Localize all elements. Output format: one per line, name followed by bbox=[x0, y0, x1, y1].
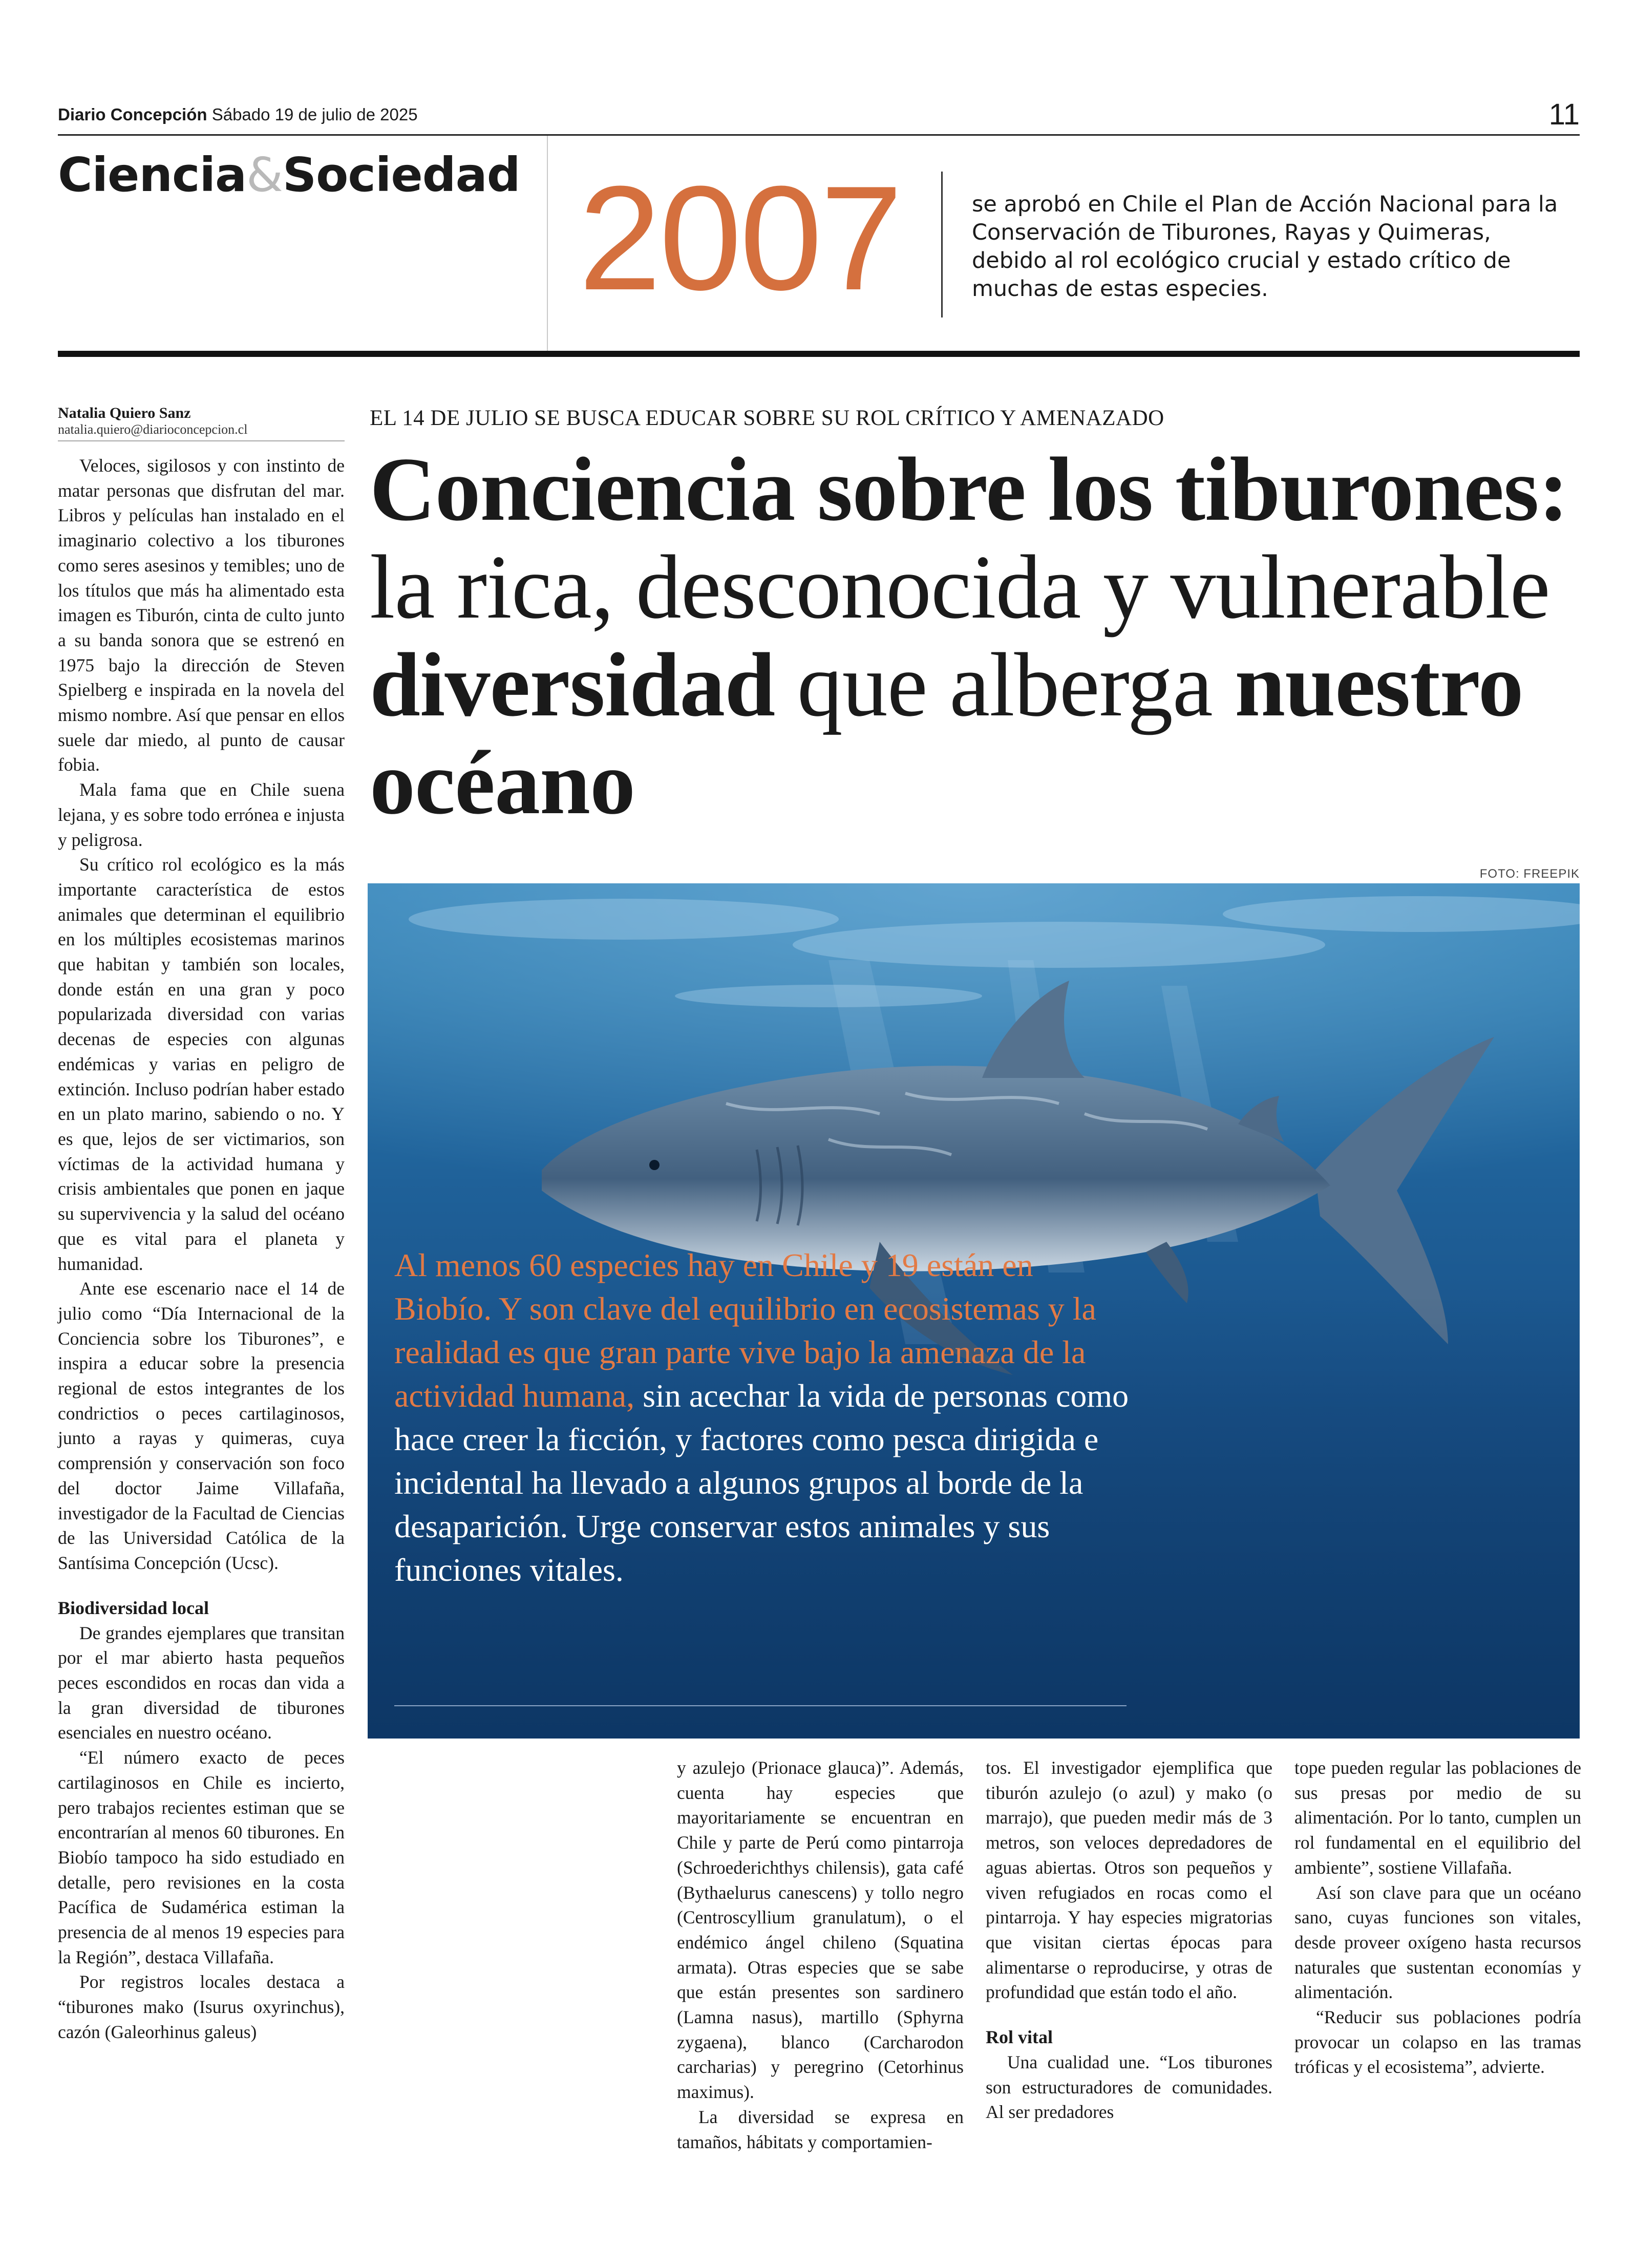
headline-regular-2: que alberga bbox=[775, 634, 1235, 735]
article-kicker: EL 14 DE JULIO SE BUSCA EDUCAR SOBRE SU ROL CRÍTICO Y AMENAZADO bbox=[370, 406, 1164, 430]
article-headline bbox=[370, 440, 1599, 832]
paper-name: Diario Concepción bbox=[58, 105, 207, 124]
pull-quote bbox=[394, 1243, 1137, 1592]
section-ampersand: & bbox=[246, 147, 283, 202]
section-name-ciencia: Ciencia bbox=[58, 147, 247, 202]
page-number: 11 bbox=[1548, 98, 1580, 131]
pull-quote-text: sin acechar la vida de personas como hace creer la ficción, y factores como pesca dirigida e incidental ha llevado a algunos grupos al borde de la desaparición. Urge conservar estos animales y sus funciones vitales. bbox=[394, 1377, 1129, 1588]
article-column-3 bbox=[986, 1755, 1272, 2125]
paragraph: Por registros locales destaca a “tiburones mako (Isurus oxyrinchus), cazón (Galeorhinus galeus) bbox=[58, 1972, 345, 2042]
photo-credit: FOTO: FREEPIK bbox=[1479, 867, 1580, 881]
subheading-rol-vital: Rol vital bbox=[986, 2027, 1053, 2048]
paragraph: y azulejo (Prionace glauca)”. Además, cuenta hay especies que mayoritariamente se encuentran en Chile y parte de Perú como pintarroja (Schroederichthys chilensis), gata café (Bythaelurus canescens) y tollo negro (Centroscyllium granulatum), o el endémico ángel chileno (Squatina armata). Otras especies que se sabe que están presentes son sardinero (Lamna nasus), martillo (Sphyrna zygaena), blanco (Carcharodon carcharias) y peregrino (Cetorhinus maximus). bbox=[677, 1757, 964, 2103]
issue-date: Sábado 19 de julio de 2025 bbox=[211, 105, 418, 124]
headline-bold-3: nuestro océano bbox=[370, 634, 1523, 833]
paragraph: Mala fama que en Chile suena lejana, y es sobre todo errónea e injusta y peligrosa. bbox=[58, 779, 345, 850]
author-name: Natalia Quiero Sanz bbox=[58, 405, 191, 421]
paragraph: La diversidad se expresa en tamaños, hábitats y comportamien- bbox=[677, 2106, 964, 2152]
header-divider bbox=[547, 136, 548, 351]
headline-bold-2: diversidad bbox=[370, 634, 775, 735]
paragraph: Veloces, sigilosos y con instinto de matar personas que disfrutan del mar. Libros y películas han instalado en el imaginario colectivo a los tiburones como seres asesinos y temibles; uno de los títulos que más ha alimentado esta imagen es Tiburón, cinta de culto junto a su banda sonora que se estrenó en 1975 bajo la dirección de Steven Spielberg e inspirada en la novela del mismo nombre. Así que pensar en ellos suele dar miedo, al punto de causar fobia. bbox=[58, 455, 345, 775]
byline bbox=[58, 405, 345, 441]
section-name-sociedad: Sociedad bbox=[282, 147, 520, 202]
paragraph: “El número exacto de peces cartilaginosos en Chile es incierto, pero trabajos recientes estiman que se encontrarían al menos 60 tiburones. En Biobío tampoco ha sido estudiado en detalle, pero revisiones en la costa Pacífica de Sudamérica estiman la presencia de al menos 19 especies para la Región”, destaca Villafaña. bbox=[58, 1747, 345, 1967]
paragraph: Ante ese escenario nace el 14 de julio como “Día Internacional de la Conciencia sobre los Tiburones”, e inspira a educar sobre la presencia regional de estos integrantes de los condrictios o peces cartilaginosos, junto a rayas y quimeras, cuya comprensión y conservación son foco del doctor Jaime Villafaña, investigador de la Facultad de Ciencias de las Universidad Católica de la Santísima Concepción (Ucsc). bbox=[58, 1278, 345, 1573]
year-divider bbox=[941, 172, 943, 317]
paragraph: tos. El investigador ejemplifica que tiburón azulejo (o azul) y mako (o marrajo), que pueden medir más de 3 metros, son veloces depredadores de aguas abiertas. Otros son pequeños y viven refugiados en rocas como el pintarroja. Y hay especies migratorias que visitan ciertas épocas para alimentarse o reproducirse, y otras de profundidad que están todo el año. bbox=[986, 1757, 1272, 2003]
subheading-biodiversidad: Biodiversidad local bbox=[58, 1597, 209, 1618]
paragraph: “Reducir sus poblaciones podría provocar un colapso en las tramas tróficas y el ecosistema”, advierte. bbox=[1294, 2007, 1581, 2078]
pull-quote-highlight: Al menos 60 especies hay en Chile y 19 están en Biobío. Y son clave del equilibrio en ecosistemas y la realidad es que gran parte vive bajo la amenaza de la actividad humana, bbox=[394, 1247, 1096, 1414]
section-title bbox=[58, 147, 520, 202]
paragraph: tope pueden regular las poblaciones de sus presas por medio de su alimentación. Por lo tanto, cumplen un rol fundamental en el equilibrio del ambiente”, sostiene Villafaña. bbox=[1294, 1757, 1581, 1878]
article-column-1 bbox=[58, 453, 345, 2045]
paragraph: Así son clave para que un océano sano, cuyas funciones son vitales, desde proveer oxígeno hasta recursos naturales que sustentan economías y alimentación. bbox=[1294, 1882, 1581, 2003]
author-email[interactable]: natalia.quiero@diarioconcepcion.cl bbox=[58, 422, 345, 441]
article-column-4 bbox=[1294, 1755, 1581, 2080]
article-column-2 bbox=[677, 1755, 964, 2154]
headline-bold-1: Conciencia sobre los tiburones: bbox=[370, 438, 1568, 540]
highlight-description: se aprobó en Chile el Plan de Acción Nacional para la Conservación de Tiburones, Rayas y Quimeras, debido al rol ecológico crucial y estado crítico de muchas de estas especies. bbox=[972, 192, 1558, 302]
section-rule bbox=[58, 351, 1580, 357]
pull-quote-rule bbox=[394, 1705, 1127, 1706]
paragraph: Su crítico rol ecológico es la más importante característica de estos animales que determinan el equilibrio en los múltiples ecosistemas marinos que habitan y también son locales, donde están en una gran y poco popularizada diversidad con varias decenas de especies con algunas endémicas y varias en peligro de extinción. Incluso podrían haber estado en un plato marino, sabiendo o no. Y es que, lejos de ser victimarios, son víctimas de la actividad humana y crisis ambientales que ponen en jaque su supervivencia y la salud del océano que es vital para el planeta y humanidad. bbox=[58, 854, 345, 1274]
header-rule bbox=[58, 134, 1580, 136]
masthead bbox=[58, 105, 418, 124]
headline-regular-1: la rica, desconocida y vulnerable bbox=[370, 536, 1550, 638]
highlight-year: 2007 bbox=[579, 155, 901, 321]
paragraph: Una cualidad une. “Los tiburones son estructuradores de comunidades. Al ser predadores bbox=[986, 2052, 1272, 2123]
paragraph: De grandes ejemplares que transitan por el mar abierto hasta pequeños peces escondidos en rocas dan vida a la gran diversidad de tiburones esenciales en nuestro océano. bbox=[58, 1622, 345, 1743]
